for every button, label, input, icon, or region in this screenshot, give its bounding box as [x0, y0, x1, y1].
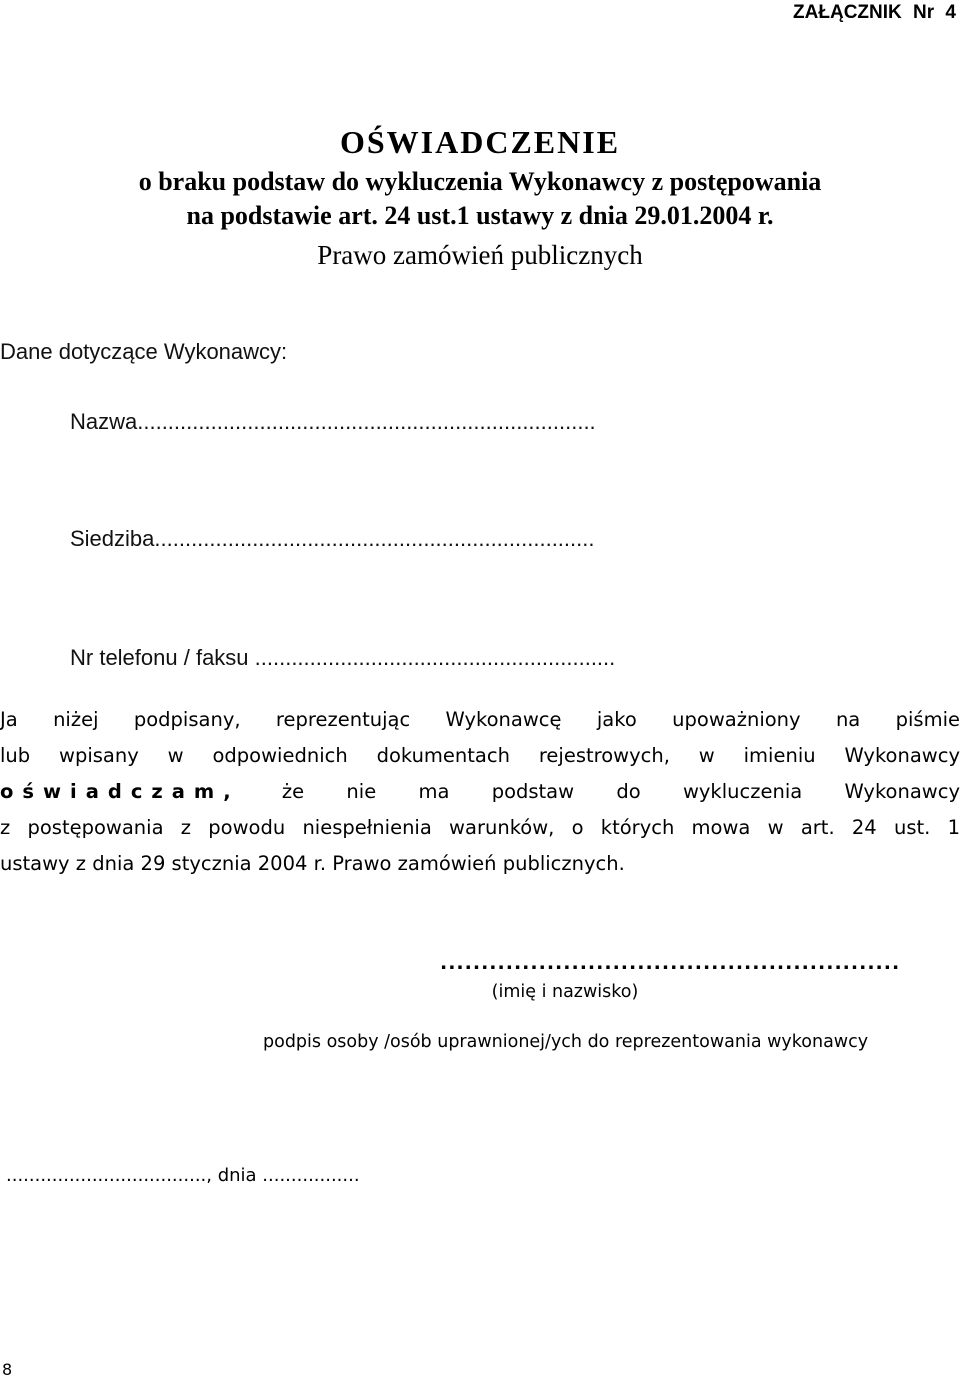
signature-role-caption: podpis osoby /osób uprawnionej/ych do reprezentowania wykonawcy — [263, 1032, 869, 1052]
annex-label: ZAŁĄCZNIK Nr 4 — [793, 2, 956, 23]
signature-dots: ........................................................ — [440, 952, 901, 974]
declaration-line-1: Ja niżej podpisany, reprezentując Wykonawcę jako upoważniony na piśmie — [0, 708, 960, 731]
declaration-line-3 — [0, 774, 960, 810]
subtitle-line-2: na podstawie art. 24 ust.1 ustawy z dnia 29.01.2004 r. — [186, 201, 774, 230]
declaration-spaced-word: oświadczam, — [0, 780, 240, 803]
declaration-line-2: lub wpisany w odpowiednich dokumentach rejestrowych, w imieniu Wykonawcy — [0, 744, 960, 767]
subtitle-line-3: Prawo zamówień publicznych — [317, 240, 643, 270]
declaration-paragraph — [0, 702, 960, 882]
place-date-line: ..................................., dnia ................. — [6, 1165, 360, 1186]
contractor-seat-field: Siedziba........................................................................ — [70, 526, 595, 551]
contractor-heading: Dane dotyczące Wykonawcy: — [0, 339, 288, 364]
subtitle-line-1: o braku podstaw do wykluczenia Wykonawcy z postępowania — [138, 167, 822, 196]
declaration-line-5: ustawy z dnia 29 stycznia 2004 r. Prawo zamówień publicznych. — [0, 852, 625, 875]
document-title: OŚWIADCZENIE — [339, 124, 621, 160]
contractor-name-field: Nazwa........................................................................... — [70, 409, 596, 434]
declaration-line-4: z postępowania z powodu niespełnienia warunków, o których mowa w art. 24 ust. 1 — [0, 816, 960, 839]
contractor-phone-field: Nr telefonu / faksu ........................................................... — [70, 645, 616, 670]
page-number: 8 — [2, 1360, 13, 1379]
signature-name-caption: (imię i nazwisko) — [491, 982, 639, 1002]
declaration-line-3-rest: że nie ma podstaw do wykluczenia Wykonawcy — [239, 780, 960, 803]
